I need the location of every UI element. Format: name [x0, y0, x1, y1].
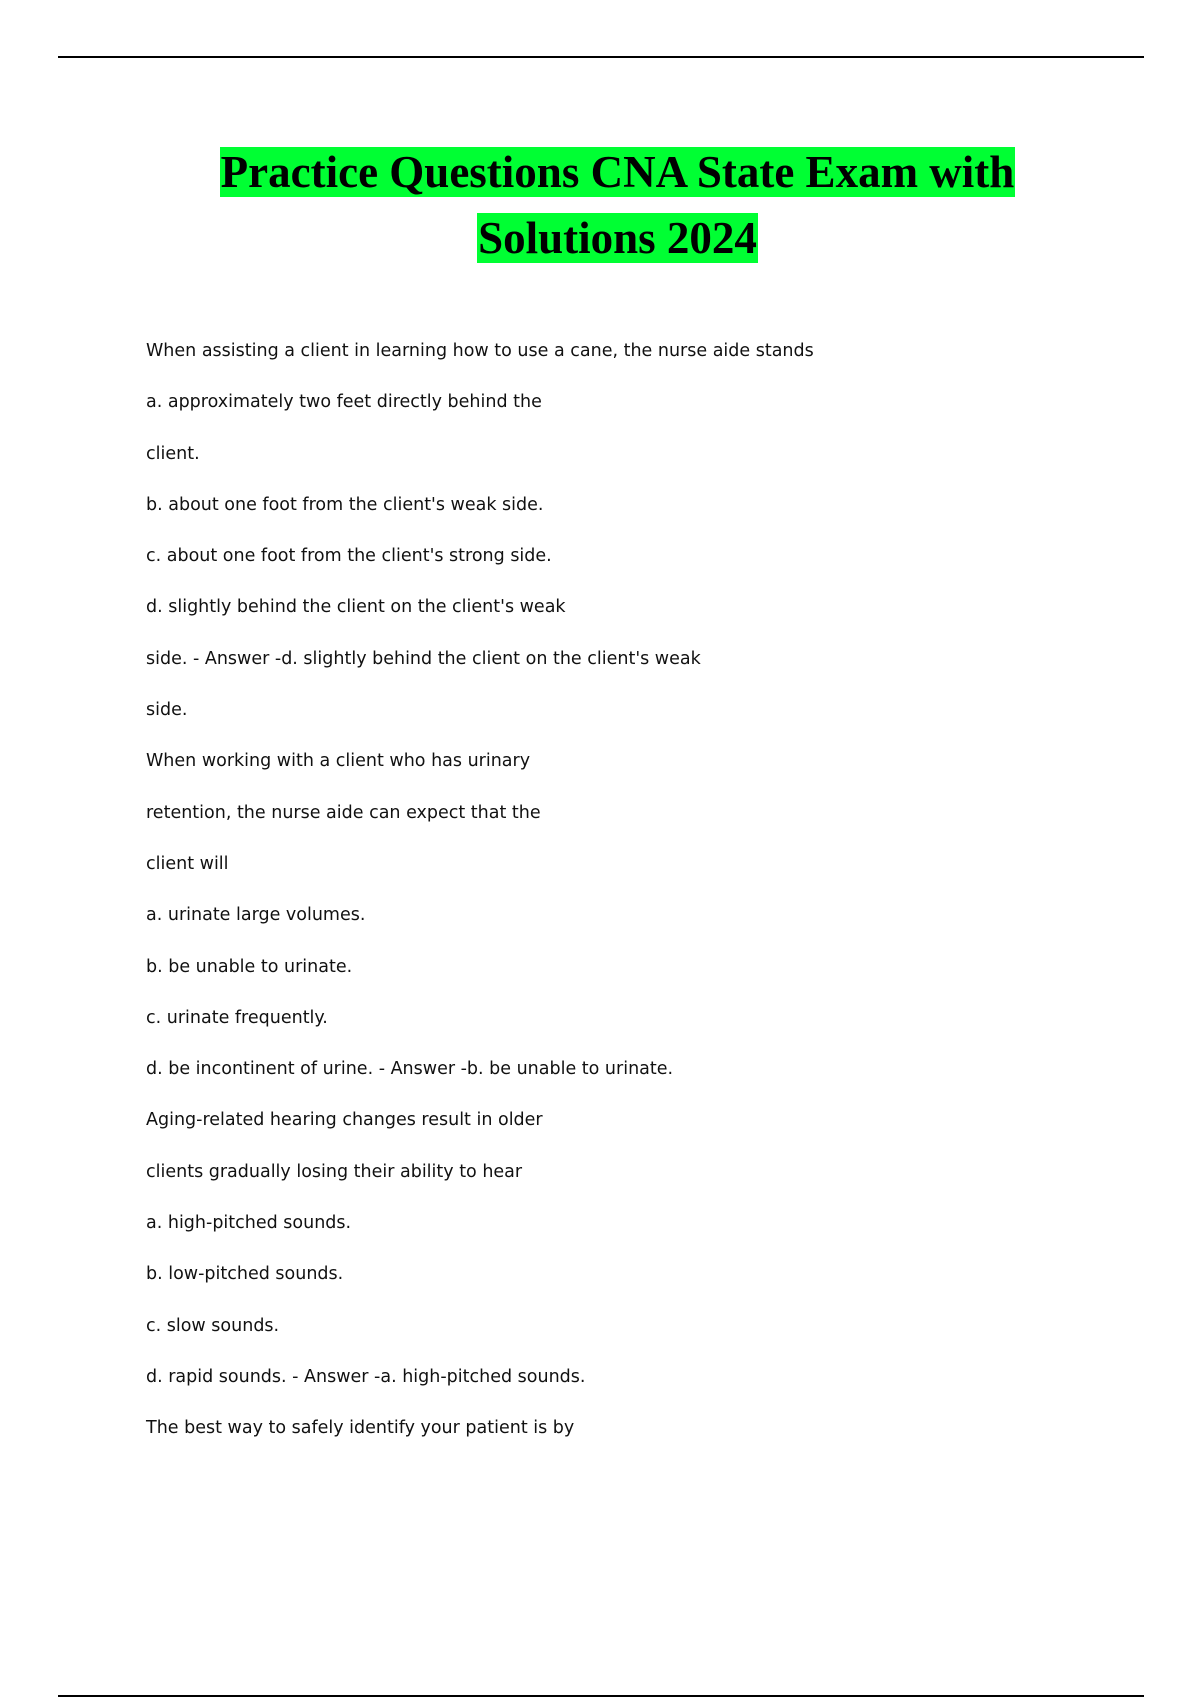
body-line: a. approximately two feet directly behind the [146, 392, 542, 413]
body-line: d. rapid sounds. - Answer -a. high-pitched sounds. [146, 1366, 586, 1387]
title-line-2 [0, 210, 1200, 276]
body-line: side. - Answer -d. slightly behind the client on the client's weak [146, 648, 701, 669]
body-line: c. urinate frequently. [146, 1007, 328, 1028]
body-line: The best way to safely identify your patient is by [146, 1418, 575, 1439]
body-line: When assisting a client in learning how to use a cane, the nurse aide stands [146, 341, 814, 361]
body-line: b. about one foot from the client's weak side. [146, 494, 544, 515]
body-line: client. [146, 443, 200, 464]
body-line: When working with a client who has urinary [146, 751, 531, 772]
top-rule [58, 56, 1144, 58]
body-line: a. urinate large volumes. [146, 905, 366, 926]
body-line: retention, the nurse aide can expect that the [146, 802, 541, 823]
title-line-1 [0, 144, 1200, 210]
body-line: clients gradually losing their ability to hear [146, 1161, 523, 1182]
body-line: side. [146, 700, 188, 721]
bottom-rule [58, 1695, 1144, 1697]
body-line: d. be incontinent of urine. - Answer -b. be unable to urinate. [146, 1059, 674, 1080]
title-line-1-text: Practice Questions CNA State Exam with [220, 147, 1015, 197]
body-line: b. be unable to urinate. [146, 956, 353, 977]
body-line: b. low-pitched sounds. [146, 1264, 344, 1285]
body-line: Aging-related hearing changes result in older [146, 1110, 543, 1131]
title-line-2-text: Solutions 2024 [478, 213, 757, 263]
body-line: client will [146, 853, 229, 874]
document-title [0, 144, 1200, 276]
document-body [146, 334, 1106, 1463]
body-line: a. high-pitched sounds. [146, 1213, 352, 1234]
body-line: c. slow sounds. [146, 1315, 280, 1336]
body-line: d. slightly behind the client on the client's weak [146, 597, 566, 618]
body-line: c. about one foot from the client's strong side. [146, 546, 552, 567]
